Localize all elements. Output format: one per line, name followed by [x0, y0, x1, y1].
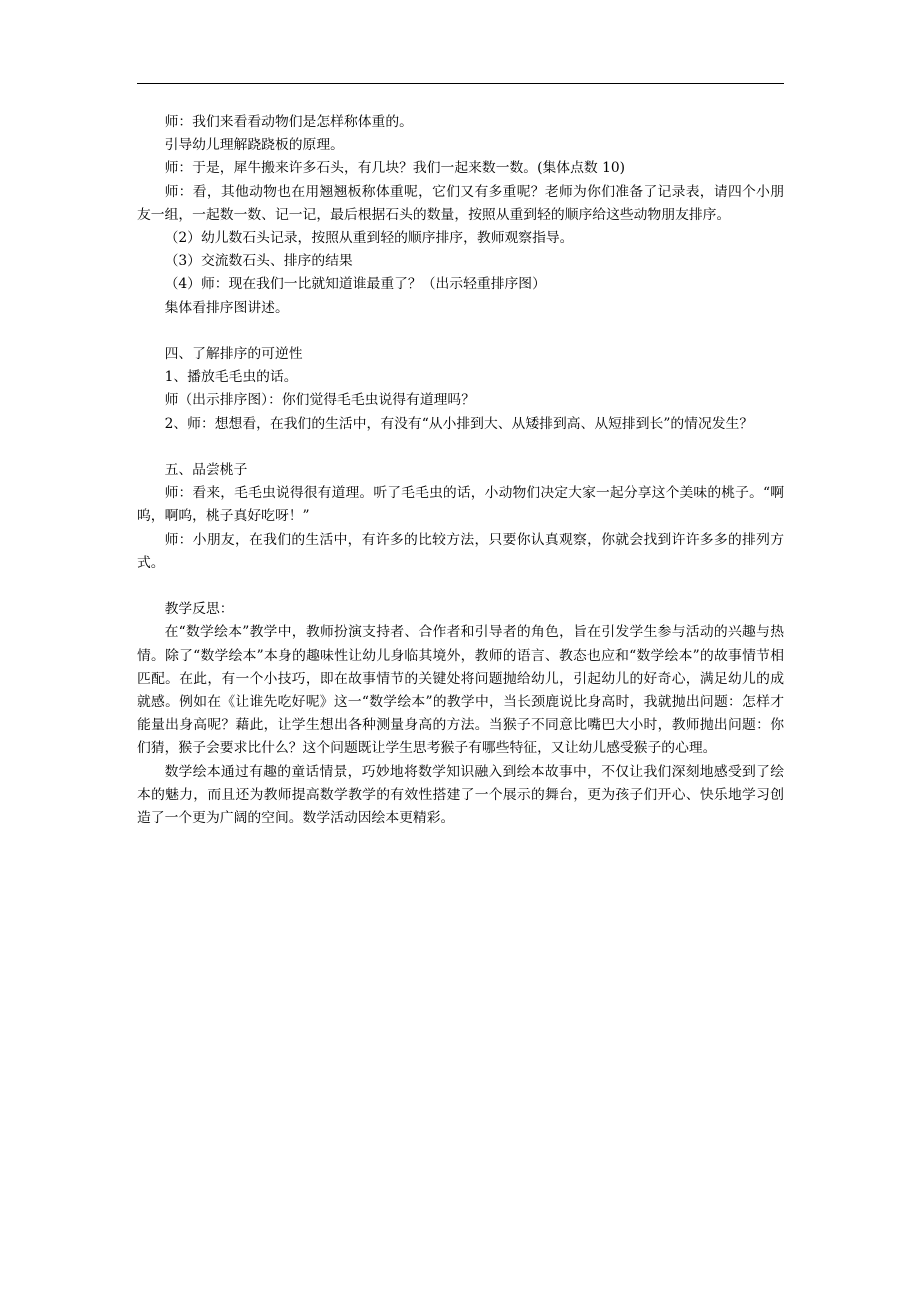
blank-line	[137, 575, 784, 598]
document-body	[137, 111, 784, 830]
paragraph: （4）师：现在我们一比就知道谁最重了？（出示轻重排序图）	[164, 276, 546, 293]
section-heading: 五、品尝桃子	[164, 462, 248, 479]
paragraph: 师（出示排序图）：你们觉得毛毛虫说得有道理吗？	[164, 392, 476, 409]
header-rule	[137, 83, 784, 84]
paragraph: 师：我们来看看动物们是怎样称体重的。	[164, 114, 413, 130]
section-heading: 四、了解排序的可逆性	[164, 346, 303, 363]
paragraph: 师：于是，犀牛搬来许多石头，有几块？我们一起来数一数。(集体点数 10)	[164, 160, 626, 177]
paragraph: 2、师：想想看，在我们的生活中，有没有“从小排到大、从矮排到高、从短排到长”的情况发生？	[164, 415, 754, 432]
paragraph: 在“数学绘本”教学中，教师扮演支持者、合作者和引导者的角色，旨在引发学生参与活动的兴趣与热情。除了“数学绘本”本身的趣味性让幼儿身临其境外，教师的语言、教态也应和“数学绘本”的故事情节相匹配。在此，有一个小技巧，即在故事情节的关键处将问题抛给幼儿，引起幼儿的好奇心，满足幼儿的成就感。例如在《让谁先吃好呢》这一“数学绘本”的教学中，当长颈鹿说比身高时，我就抛出问题：怎样才能量出身高呢？藉此，让学生想出各种测量身高的方法。当猴子不同意比嘴巴大小时，教师抛出问题：你们猜，猴子会要求比什么？这个问题既让学生思考猴子有哪些特征，又让幼儿感受猴子的心理。	[137, 624, 784, 757]
paragraph: 1、播放毛毛虫的话。	[164, 369, 298, 386]
paragraph: 师：看来，毛毛虫说得很有道理。听了毛毛虫的话，小动物们决定大家一起分享这个美味的桃子。“啊呜，啊呜，桃子真好吃呀！”	[137, 485, 784, 525]
blank-line	[137, 436, 784, 459]
paragraph: 师：小朋友，在我们的生活中，有许多的比较方法，只要你认真观察，你就会找到许许多多的排列方式。	[137, 531, 784, 571]
paragraph: 集体看排序图讲述。	[164, 299, 289, 316]
blank-line	[137, 320, 784, 343]
paragraph: （3）交流数石头、排序的结果	[164, 253, 353, 270]
paragraph: 师：看，其他动物也在用翘翘板称体重呢，它们又有多重呢？老师为你们准备了记录表，请四个小朋友一组，一起数一数、记一记，最后根据石头的数量，按照从重到轻的顺序给这些动物朋友排序。	[137, 183, 784, 223]
paragraph: 数学绘本通过有趣的童话情景，巧妙地将数学知识融入到绘本故事中，不仅让我们深刻地感受到了绘本的魅力，而且还为教师提高数学教学的有效性搭建了一个展示的舞台，更为孩子们开心、快乐地学习创造了一个更为广阔的空间。数学活动因绘本更精彩。	[137, 763, 784, 827]
section-heading: 教学反思：	[164, 601, 234, 618]
paragraph: 引导幼儿理解跷跷板的原理。	[164, 137, 344, 154]
paragraph: （2）幼儿数石头记录，按照从重到轻的顺序排序，教师观察指导。	[164, 230, 574, 247]
